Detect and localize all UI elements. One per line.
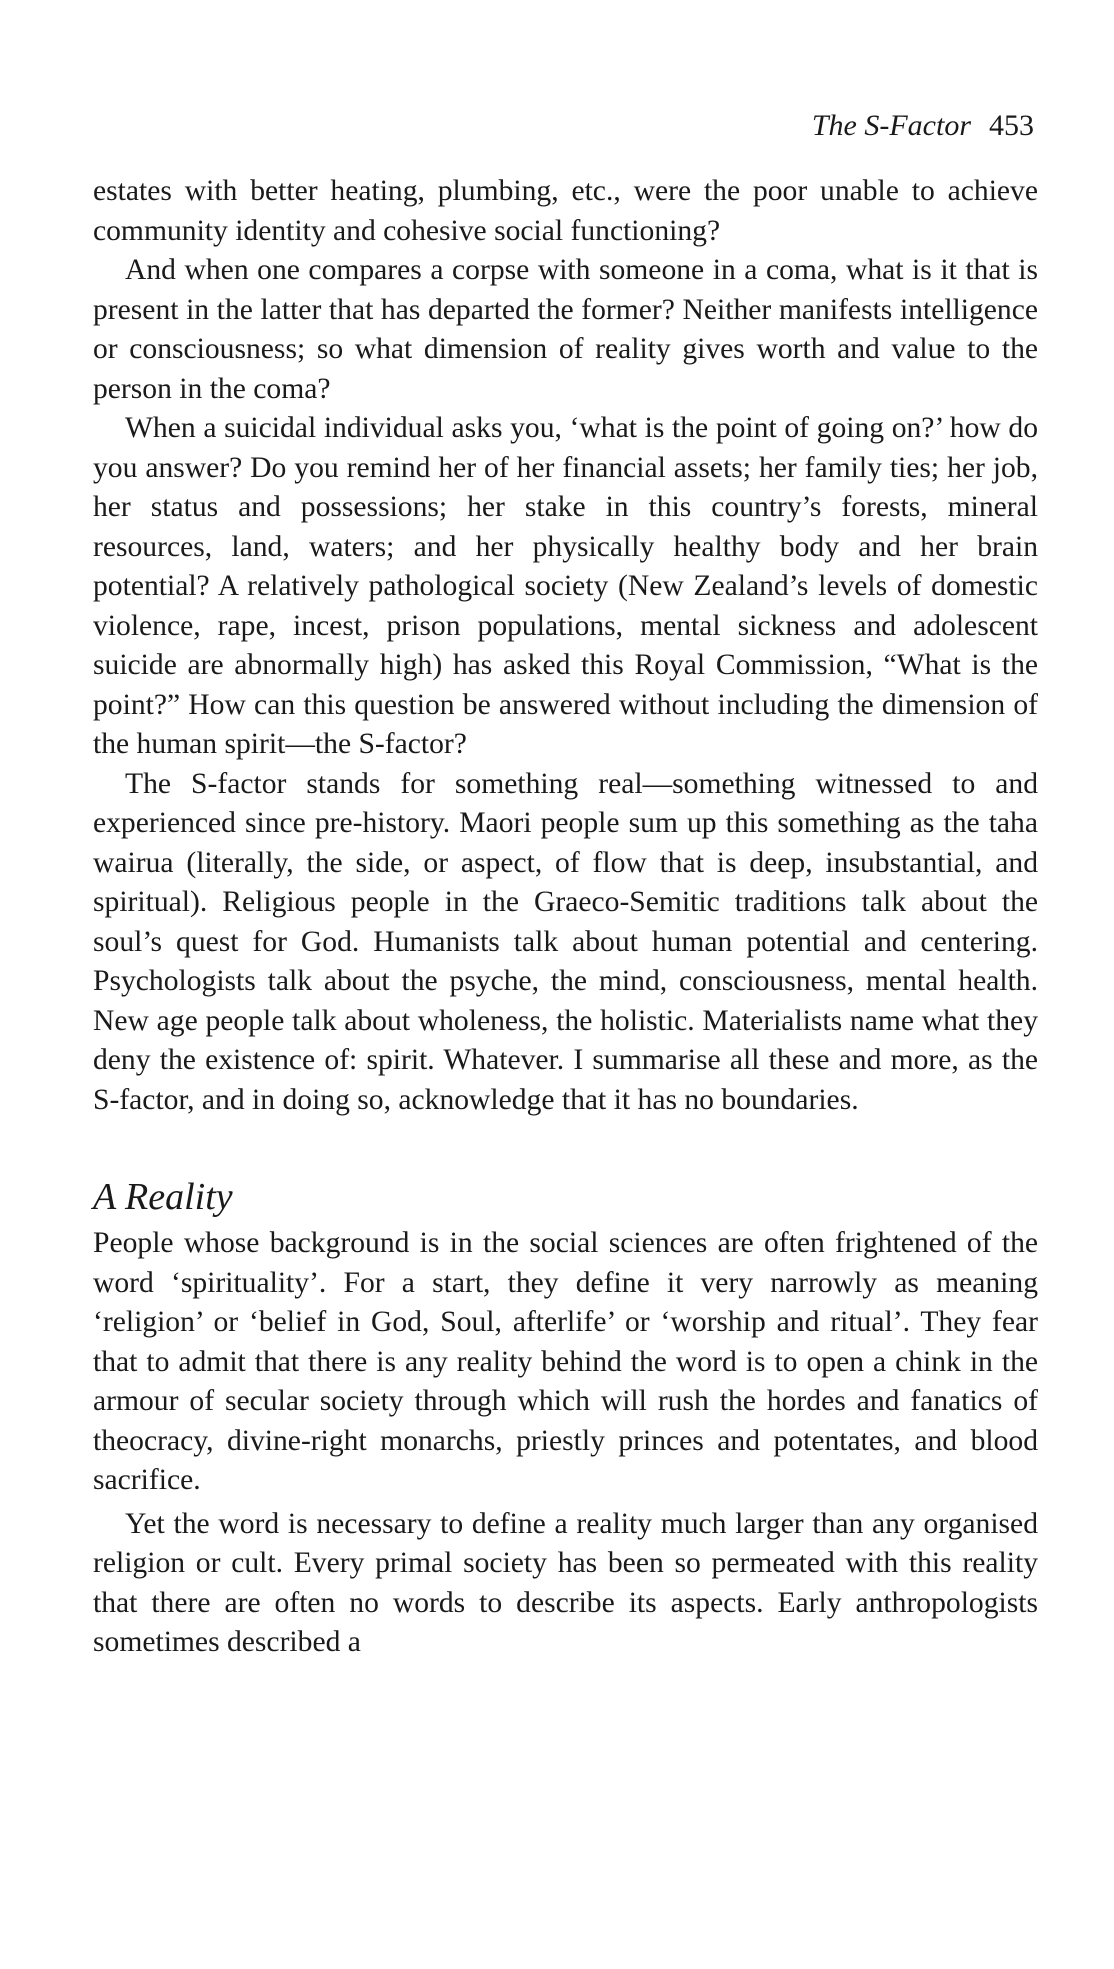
paragraph-suicidal: When a suicidal individual asks you, ‘what is the point of going on?’ how do you answer? Do you remind her of her financial assets; her family ties; her job, her status and possessions; her stake in this country’s forests, mineral resources, land, waters; and her physically healthy body and her brain potential? A relatively pathological society (New Zealand’s levels of domestic violence, rape, incest, prison populations, mental sickness and adolescent suicide are abnormally high) has asked this Royal Commission, “What is the point?” How can this question be answered without including the dimension of the human spirit—the S-factor? (93, 412, 1038, 760)
running-title: The S-Factor (811, 109, 971, 142)
paragraph-primal-society: Yet the word is necessary to define a reality much larger than any organised religion or cult. Every primal society has been so permeated with this reality that there are often no words to describe its aspects. Early anthropologists sometimes described a (93, 1507, 1038, 1658)
page-number: 453 (989, 109, 1034, 142)
body-text (93, 172, 1038, 1663)
section-heading: A Reality (93, 1176, 233, 1218)
paragraph-coma: And when one compares a corpse with someone in a coma, what is it that is present in the latter that has departed the former? Neither manifests intelligence or consciousness; so what dimension of reality gives worth and value to the person in the coma? (93, 254, 1038, 405)
running-head (812, 106, 1034, 146)
paragraph-s-factor: The S-factor stands for something real—something witnessed to and experienced since pre-history. Maori people sum up this something as the taha wairua (literally, the side, or aspect, of flow that is deep, insubstantial, and spiritual). Religious people in the Graeco-Semitic traditions talk about the soul’s quest for God. Humanists talk about human potential and centering. Psychologists talk about the psyche, the mind, consciousness, mental health. New age people talk about wholeness, the holistic. Materialists name what they deny the existence of: spirit. Whatever. I summarise all these and more, as the S-factor, and in doing so, acknowledge that it has no boundaries. (93, 767, 1038, 1116)
paragraph-social-sciences: People whose background is in the social sciences are often frightened of the word ‘spirituality’. For a start, they define it very narrowly as meaning ‘religion’ or ‘belief in God, Soul, afterlife’ or ‘worship and ritual’. They fear that to admit that there is any reality behind the word is to open a chink in the armour of secular society through which will rush the hordes and fanatics of theocracy, divine-right monarchs, priestly princes and potentates, and blood sacrifice. (93, 1227, 1038, 1496)
paragraph-continued: estates with better heating, plumbing, etc., were the poor unable to achieve community identity and cohesive social functioning? (93, 175, 1038, 247)
